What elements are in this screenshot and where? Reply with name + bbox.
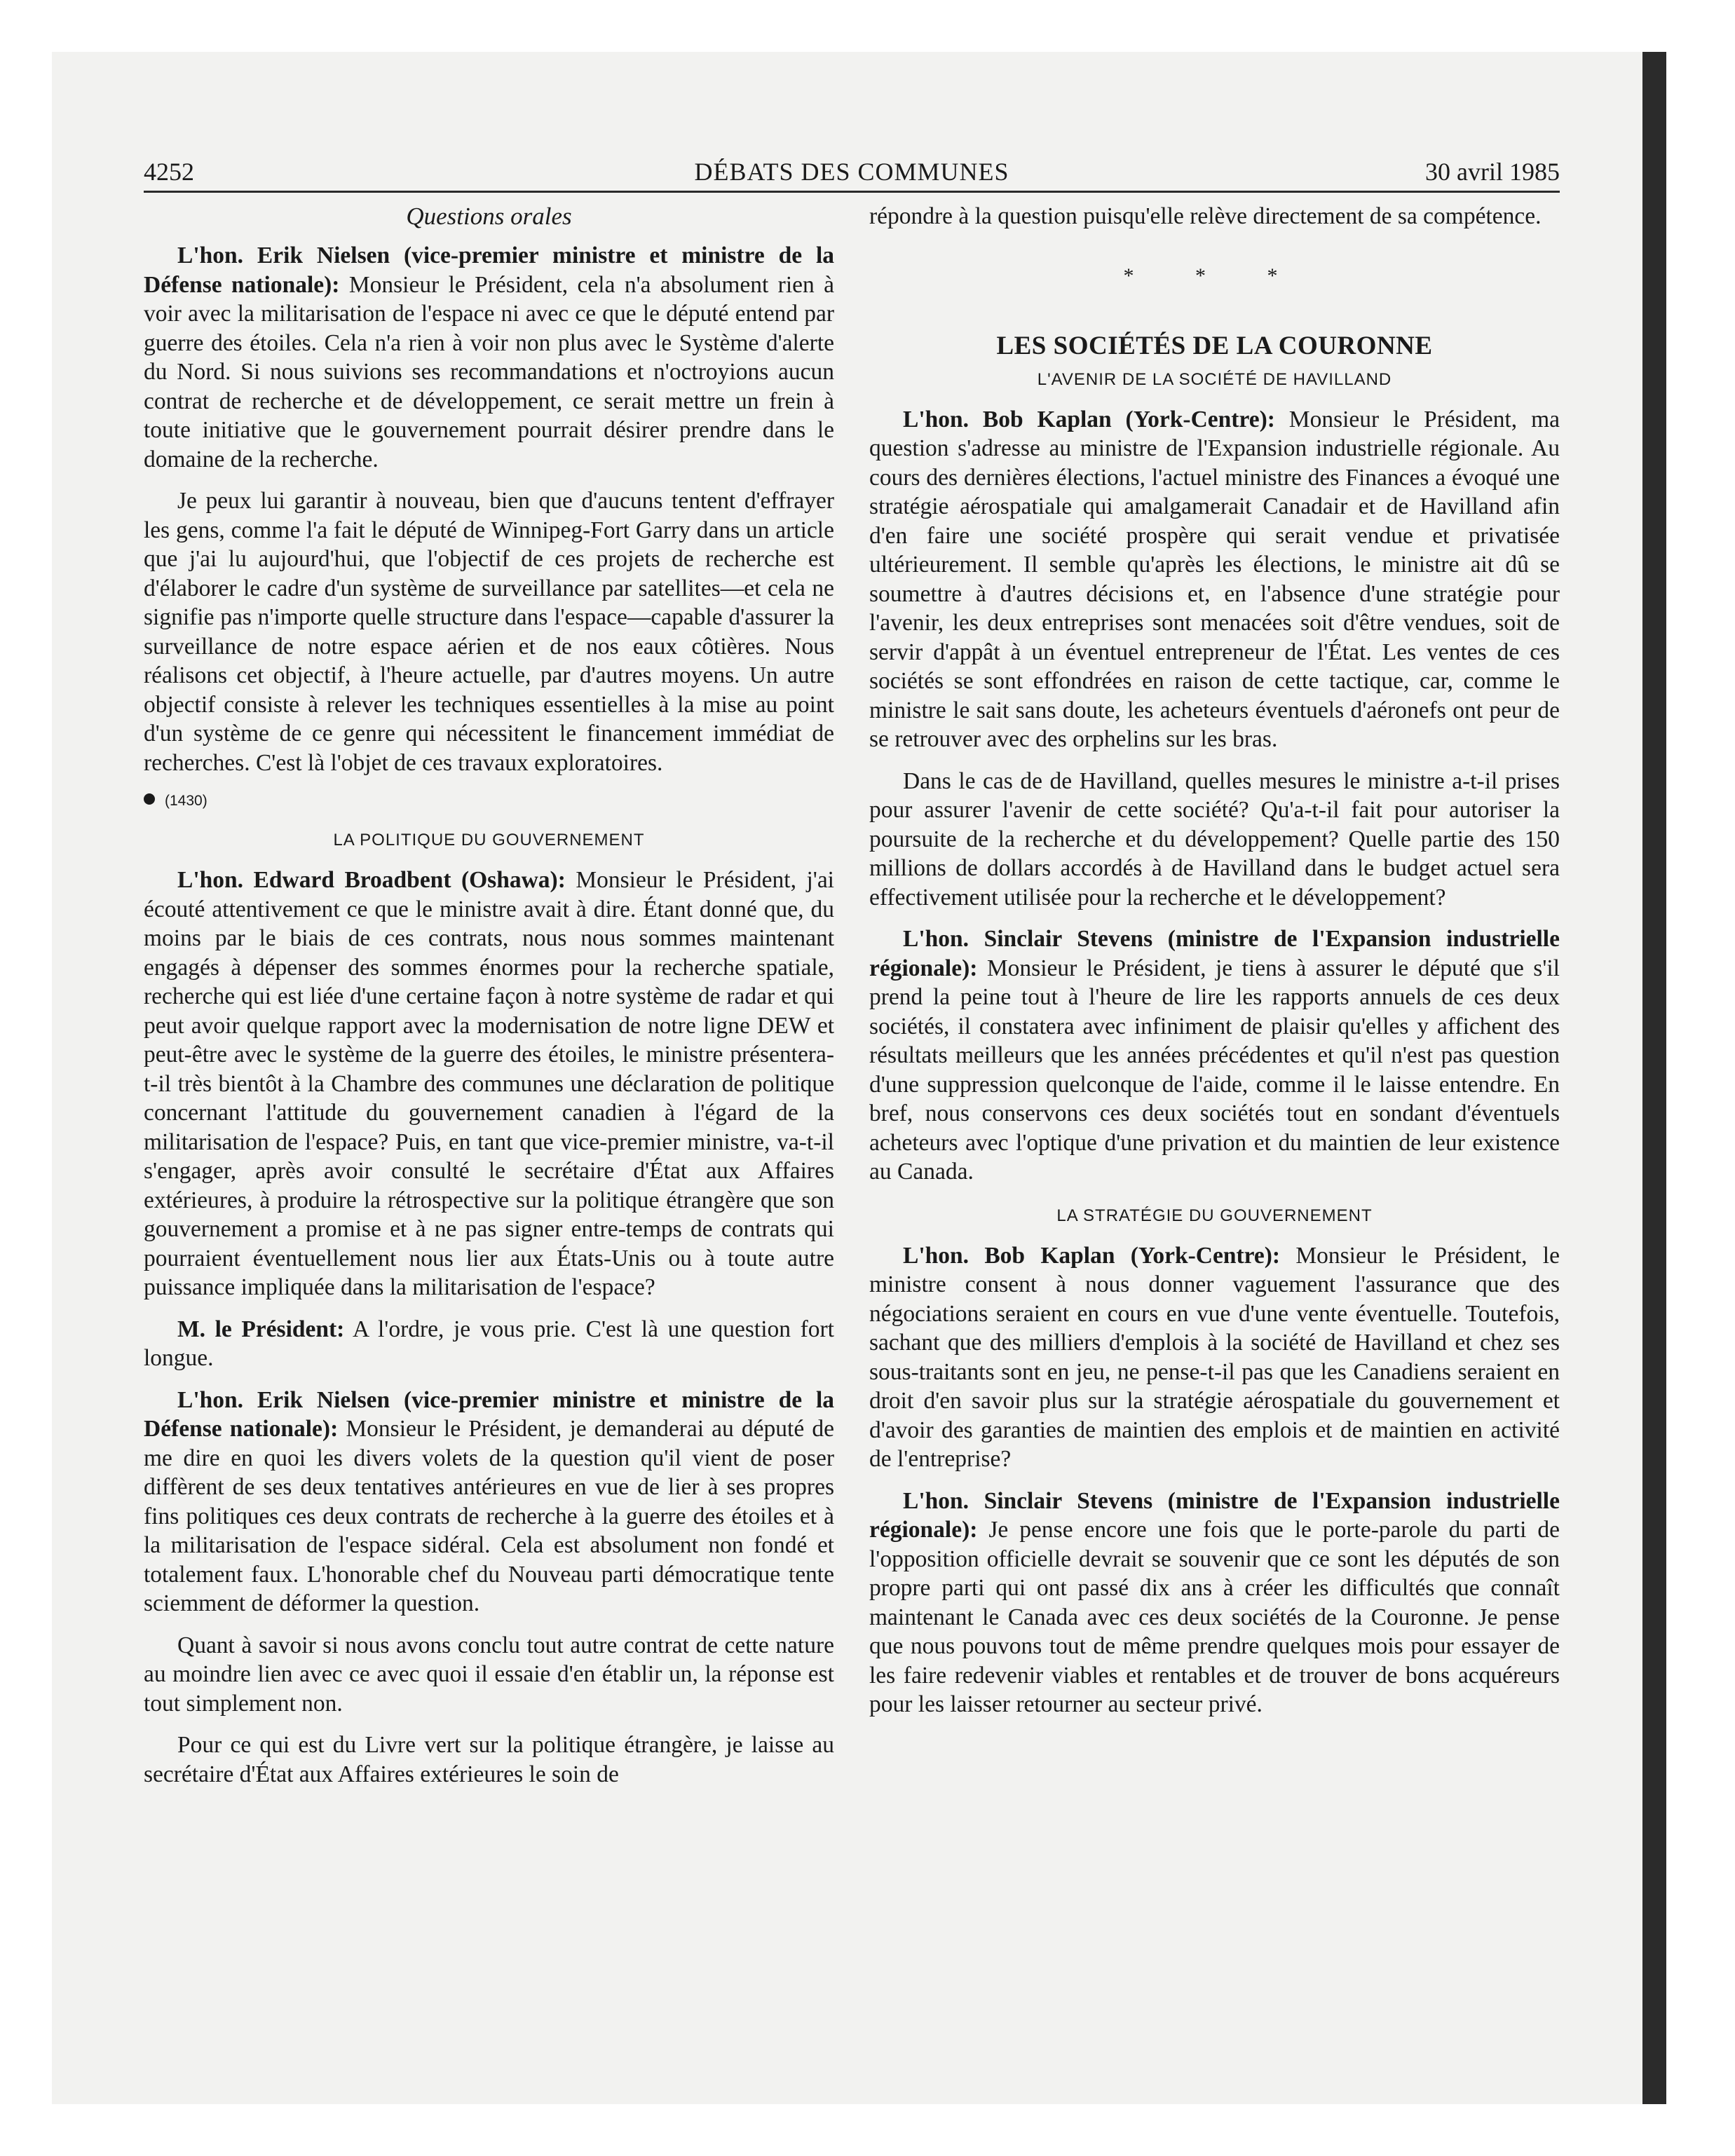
- hansard-page: [144, 154, 1560, 1787]
- speech-text: Monsieur le Président, je demanderai au député de me dire en quoi les divers volets de la question qu'il vient de poser diffèrent de ses deux tentatives antérieures en vue de lier à ses propres fins politiques ces deux contrats de recherche à la guerre des étoiles et à la militarisation de l'espace sidéral. Cela est absolument non fondé et totalement faux. L'honorable chef du Nouveau parti démocratique tente sciemment de déformer la question.: [144, 1416, 834, 1616]
- speech-text: Monsieur le Président, ma question s'adresse au ministre de l'Expansion industrielle régionale. Au cours des dernières élections, l'actuel ministre des Finances a évoqué une stratégie aérospatiale qui amalgamerait Canadair et de Havilland afin d'en faire une société prospère qui serait vendue et privatisée ultérieurement. Il semble qu'après les élections, le ministre ait dû se soumettre à d'autres décisions et, en l'absence d'une stratégie pour l'avenir, les deux entreprises sont menacées soit d'être vendues, soit de servir d'appât à un éventuel entrepreneur de l'État. Les ventes de ces sociétés se sont effondrées en raison de cette tactique, car, comme le ministre le sait sans doute, les acheteurs éventuels d'aéronefs ont peur de se retrouver avec des orphelins sur les bras.: [869, 406, 1560, 752]
- right-column: [869, 202, 1560, 1732]
- paragraph: Pour ce qui est du Livre vert sur la politique étrangère, je laisse au secrétaire d'État aux Affaires extérieures le soin de: [144, 1732, 834, 1787]
- speech-text: A l'ordre, je vous prie. C'est là une question fort longue.: [144, 1316, 834, 1371]
- speech-text: Monsieur le Président, j'ai écouté attentivement ce que le ministre avait à dire. Étant donné que, du moins par le biais de ces contrats, nous nous sommes maintenant engagés à dépenser des sommes énormes pour la recherche spatiale, recherche qui est liée d'une certaine façon à notre système de radar et qui peut avoir quelque rapport avec la modernisation de notre ligne DEW et peut-être avec le système de la guerre des étoiles, le ministre présentera-t-il très bientôt à la Chambre des communes une déclaration de politique concernant l'attitude du gouvernement canadien à l'égard de la militarisation de l'espace? Puis, en tant que vice-premier ministre, va-t-il s'engager, après avoir consulté le secrétaire d'État aux Affaires extérieures, à produire la rétrospective sur la politique étrangère que son gouvernement a promise et à ne pas signer entre-temps de contrats qui pourraient éventuellement nous lier aux États-Unis ou à toute autre puissance impliquée dans la militarisation de l'espace?: [144, 867, 834, 1300]
- timestamp-text: (1430): [165, 793, 207, 809]
- page-date: 30 avril 1985: [1425, 158, 1560, 186]
- paragraph: [144, 1386, 834, 1618]
- speaker-name: L'hon. Sinclair Stevens (ministre de l'Expansion industrielle régionale):: [869, 926, 1560, 981]
- section-subheading: LA STRATÉGIE DU GOUVERNEMENT: [1056, 1206, 1373, 1225]
- speech-text: Je pense encore une fois que le porte-parole du parti de l'opposition officielle devrait se souvenir que ce sont les députés de son propre parti qui ont passé dix ans à créer les difficultés que connaît maintenant le Canada avec ces deux sociétés de la Couronne. Je pense que nous pouvons tout de même prendre quelques mois pour essayer de les faire redevenir viables et rentables et de trouver de bons acquéreurs pour les laisser retourner au secteur privé.: [869, 1517, 1560, 1717]
- section-heading: LES SOCIÉTÉS DE LA COURONNE: [996, 331, 1433, 360]
- paragraph-continued: répondre à la question puisqu'elle relève directement de sa compétence.: [869, 203, 1542, 229]
- speaker-name: M. le Président:: [177, 1316, 345, 1342]
- publication-title: DÉBATS DES COMMUNES: [694, 158, 1009, 186]
- speech-text: Monsieur le Président, cela n'a absolument rien à voir avec la militarisation de l'espace ni avec ce que le député entend par guerre des étoiles. Cela n'a rien à voir non plus avec le Système d'alerte du Nord. Si nous suivions ses recommandations et n'octroyions aucun contrat de recherche et de développement, ce serait mettre un frein à toute initiative que le gouvernement pourrait désirer prendre dans le domaine de la recherche.: [144, 271, 834, 472]
- section-separator: * * *: [1123, 264, 1306, 287]
- page-number: 4252: [144, 158, 194, 186]
- paragraph: Je peux lui garantir à nouveau, bien que d'aucuns tentent d'effrayer les gens, comme l'a fait le député de Winnipeg-Fort Garry dans un article que j'ai lu aujourd'hui, que l'objectif de ces projets de recherche est d'élaborer le cadre d'un système de surveillance par satellites—et cela ne signifie pas n'importe quelle structure dans l'espace—capable d'assurer la surveillance de notre espace aérien et de nos eaux côtières. Nous réalisons cet objectif, à l'heure actuelle, par d'autres moyens. Un autre objectif consiste à relever les techniques essentielles à la mise au point d'un système de ce genre qui nécessitent le financement immédiat de recherches. C'est là l'objet de ces travaux exploratoires.: [144, 488, 834, 776]
- paragraph: [869, 405, 1560, 754]
- speaker-name: L'hon. Bob Kaplan (York-Centre):: [903, 1242, 1281, 1269]
- paragraph: Dans le cas de de Havilland, quelles mesures le ministre a-t-il prises pour assurer l'avenir de cette société? Qu'a-t-il fait pour autoriser la poursuite de la recherche et du développement? Quelle partie des 150 millions de dollars accordés à de Havilland dans le budget actuel sera effectivement utilisée pour la recherche et le développement?: [869, 767, 1560, 910]
- speaker-name: L'hon. Erik Nielsen (vice-premier ministre et ministre de la Défense nationale):: [144, 243, 834, 298]
- scan-edge-shadow: [1642, 52, 1666, 2104]
- paragraph: Quant à savoir si nous avons conclu tout autre contrat de cette nature au moindre lien avec ce avec quoi il essaie d'en établir un, la réponse est tout simplement non.: [144, 1632, 834, 1717]
- page-header: [144, 154, 1560, 193]
- speech-text: Monsieur le Président, je tiens à assurer le député que s'il prend la peine tout à l'heure de lire les rapports annuels de ces deux sociétés, il constatera avec infiniment de plaisir qu'elles y affichent des résultats meilleurs que les années précédentes et qu'il n'est pas question d'une suppression quelconque de l'aide, comme il le laisse entendre. En bref, nous conservons ces deux sociétés tout en sondant d'éventuels acheteurs avec l'optique d'une privation et du maintien de leur existence au Canada.: [869, 955, 1560, 1185]
- paragraph: [144, 241, 834, 474]
- speech-text: Monsieur le Président, le ministre consent à nous donner vaguement l'assurance que des négociations seraient en cours en vue d'une vente éventuelle. Toutefois, sachant que des milliers d'emplois à la société de Havilland et chez ses sous-traitants sont en jeu, ne pense-t-il pas que les Canadiens seraient en droit d'en savoir plus sur la stratégie aérospatiale du gouvernement et d'avoir des garanties de maintien des emplois et de maintien en activité de l'entreprise?: [869, 1242, 1560, 1472]
- paragraph: [144, 866, 834, 1302]
- speaker-name: L'hon. Edward Broadbent (Oshawa):: [177, 867, 566, 893]
- paragraph: [869, 1487, 1560, 1719]
- speaker-name: L'hon. Erik Nielsen (vice-premier ministre et ministre de la Défense nationale):: [144, 1386, 834, 1442]
- section-subheading: L'AVENIR DE LA SOCIÉTÉ DE HAVILLAND: [1037, 369, 1392, 389]
- bullet-icon: [144, 793, 155, 805]
- speaker-name: L'hon. Bob Kaplan (York-Centre):: [903, 406, 1275, 432]
- speaker-name: L'hon. Sinclair Stevens (ministre de l'Expansion industrielle régionale):: [869, 1487, 1560, 1543]
- left-column: [144, 202, 834, 1801]
- paragraph: [869, 925, 1560, 1187]
- running-head: Questions orales: [406, 203, 572, 230]
- paragraph: [144, 1315, 834, 1373]
- timestamp: [144, 791, 834, 811]
- paragraph: [869, 1241, 1560, 1474]
- section-subheading: LA POLITIQUE DU GOUVERNEMENT: [333, 831, 645, 850]
